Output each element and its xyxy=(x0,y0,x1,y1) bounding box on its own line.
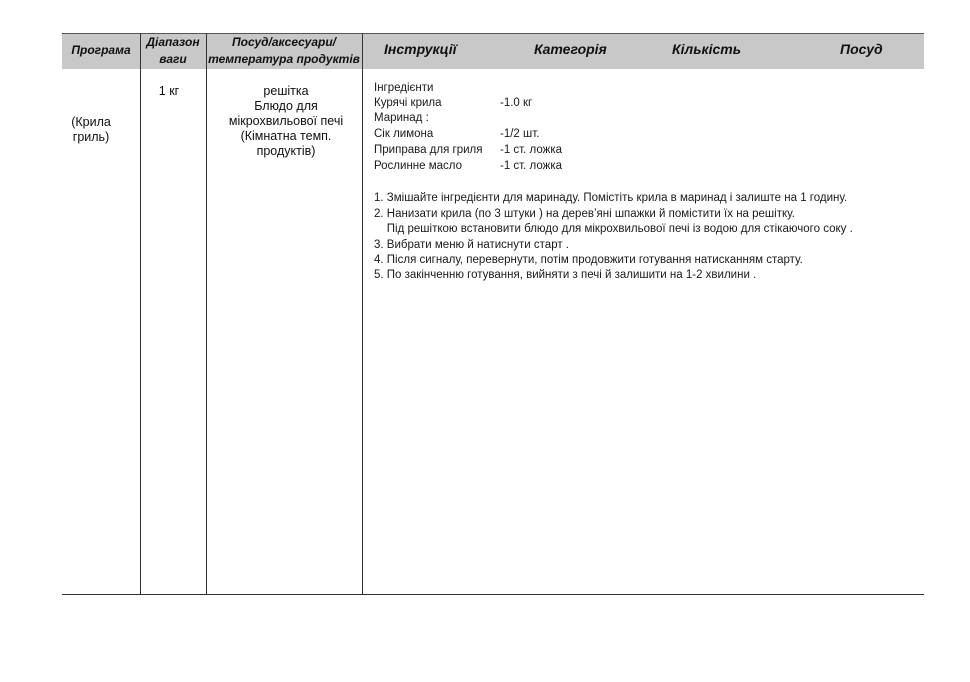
header-quantity: Кількість xyxy=(672,41,742,57)
instruction-step: 1. Змішайте інгредієнти для маринаду. Помістіть крила в маринад і залиште на 1 годину. xyxy=(374,192,848,204)
ingredient-qty: -1.0 кг xyxy=(500,97,533,109)
instruction-step: 2. Нанизати крила (по 3 штуки ) на дерев’яні шпажки й помістити їх на решітку. xyxy=(374,208,795,220)
cookware-line: решітка xyxy=(263,84,309,98)
header-cookware-line1: Посуд/аксесуари/ xyxy=(231,35,336,49)
cookware-line: (Кімнатна темп. xyxy=(240,129,332,143)
header-cookware-line2: температура продуктів xyxy=(208,52,360,66)
header-instructions: Інструкції xyxy=(384,41,457,57)
cookware-list xyxy=(212,84,360,159)
cookware-line: продуктів) xyxy=(256,144,316,158)
cookware-line: мікрохвильової печі xyxy=(228,114,344,128)
instruction-step: 5. По закінченню готування, вийняти з печі й залишити на 1-2 хвилини . xyxy=(374,269,757,281)
instruction-step: 4. Після сигналу, перевернути, потім продовжити готування натисканням старту. xyxy=(374,254,803,266)
ingredient-name: Сік лимона xyxy=(374,128,434,140)
ingredient-qty: -1 ст. ложка xyxy=(500,144,563,156)
header-weight-line2: ваги xyxy=(159,52,187,66)
header-program: Програма xyxy=(71,43,131,57)
header-cookware xyxy=(206,34,362,68)
ingredient-qty: -1/2 шт. xyxy=(500,128,540,140)
program-name xyxy=(62,115,120,145)
column-divider xyxy=(206,33,207,595)
column-divider xyxy=(362,33,363,595)
cookware-line: Блюдо для xyxy=(254,99,318,113)
ingredient-name: Приправа для гриля xyxy=(374,144,483,156)
instruction-step: Під решіткою встановити блюдо для мікрохвильової печі із водою для стікаючого соку . xyxy=(374,223,853,235)
recipe-table xyxy=(62,33,924,595)
weight-value: 1 кг xyxy=(158,84,180,98)
column-divider xyxy=(140,33,141,595)
table-bottom-line xyxy=(62,594,924,595)
ingredient-name: Курячі крила xyxy=(374,97,442,109)
ingredient-name: Рослинне масло xyxy=(374,160,463,172)
header-dish: Посуд xyxy=(840,41,883,57)
program-line1: (Крила xyxy=(71,115,111,129)
header-category: Категорія xyxy=(534,41,607,57)
header-weight-range xyxy=(140,34,206,68)
program-line2: гриль) xyxy=(72,130,110,144)
ingredients-title: Інгредієнти xyxy=(374,82,434,94)
header-weight-line1: Діапазон xyxy=(146,35,200,49)
ingredient-name: Маринад : xyxy=(374,112,429,124)
ingredient-qty: -1 ст. ложка xyxy=(500,160,563,172)
instruction-step: 3. Вибрати меню й натиснути старт . xyxy=(374,239,569,251)
instructions-block xyxy=(374,81,919,581)
